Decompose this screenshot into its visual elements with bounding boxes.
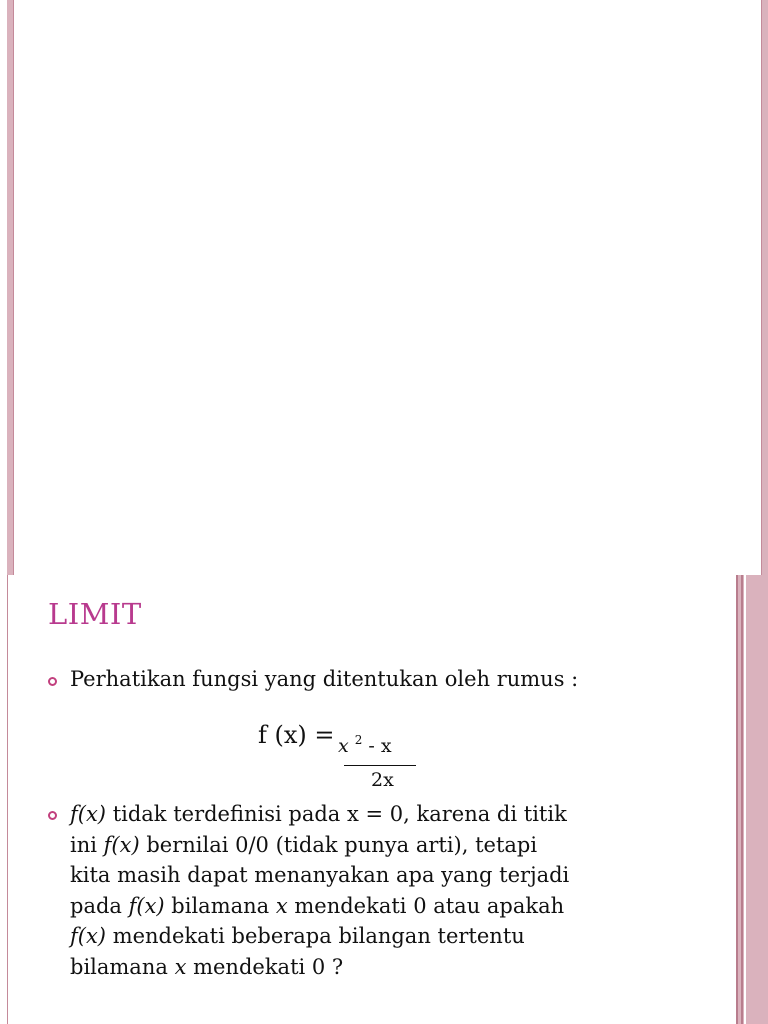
text-line: f(x) tidak terdefinisi pada x = 0, karena di titik	[70, 802, 567, 826]
slide-frame-right	[762, 0, 768, 575]
slide-left-border	[7, 575, 8, 1024]
text-line: bilamana x mendekati 0 ?	[70, 954, 344, 979]
bullet-icon	[48, 811, 57, 820]
slide-title: LIMIT	[48, 597, 142, 631]
bullet-text-1: Perhatikan fungsi yang ditentukan oleh rumus :	[70, 667, 579, 691]
text-line: kita masih dapat menanyakan apa yang terjadi	[70, 863, 570, 887]
bullet-icon	[48, 677, 57, 686]
formula-denominator: 2x	[371, 769, 394, 791]
text-line: ini f(x) bernilai 0/0 (tidak punya arti), tetapi	[70, 832, 538, 857]
slide-right-decor	[736, 575, 768, 1024]
slide-frame-left-line	[13, 0, 14, 575]
formula-lhs: f (x) =	[258, 721, 335, 749]
formula-numerator: x $^2$ - x	[338, 733, 392, 757]
text-line: pada f(x) bilamana x mendekati 0 atau apakah	[70, 893, 565, 918]
bullet-text-2	[70, 799, 670, 982]
limit-slide	[0, 575, 768, 1024]
text-line: f(x) mendekati beberapa bilangan tertentu	[70, 924, 525, 948]
fraction-bar	[344, 765, 416, 766]
formula	[258, 721, 428, 793]
